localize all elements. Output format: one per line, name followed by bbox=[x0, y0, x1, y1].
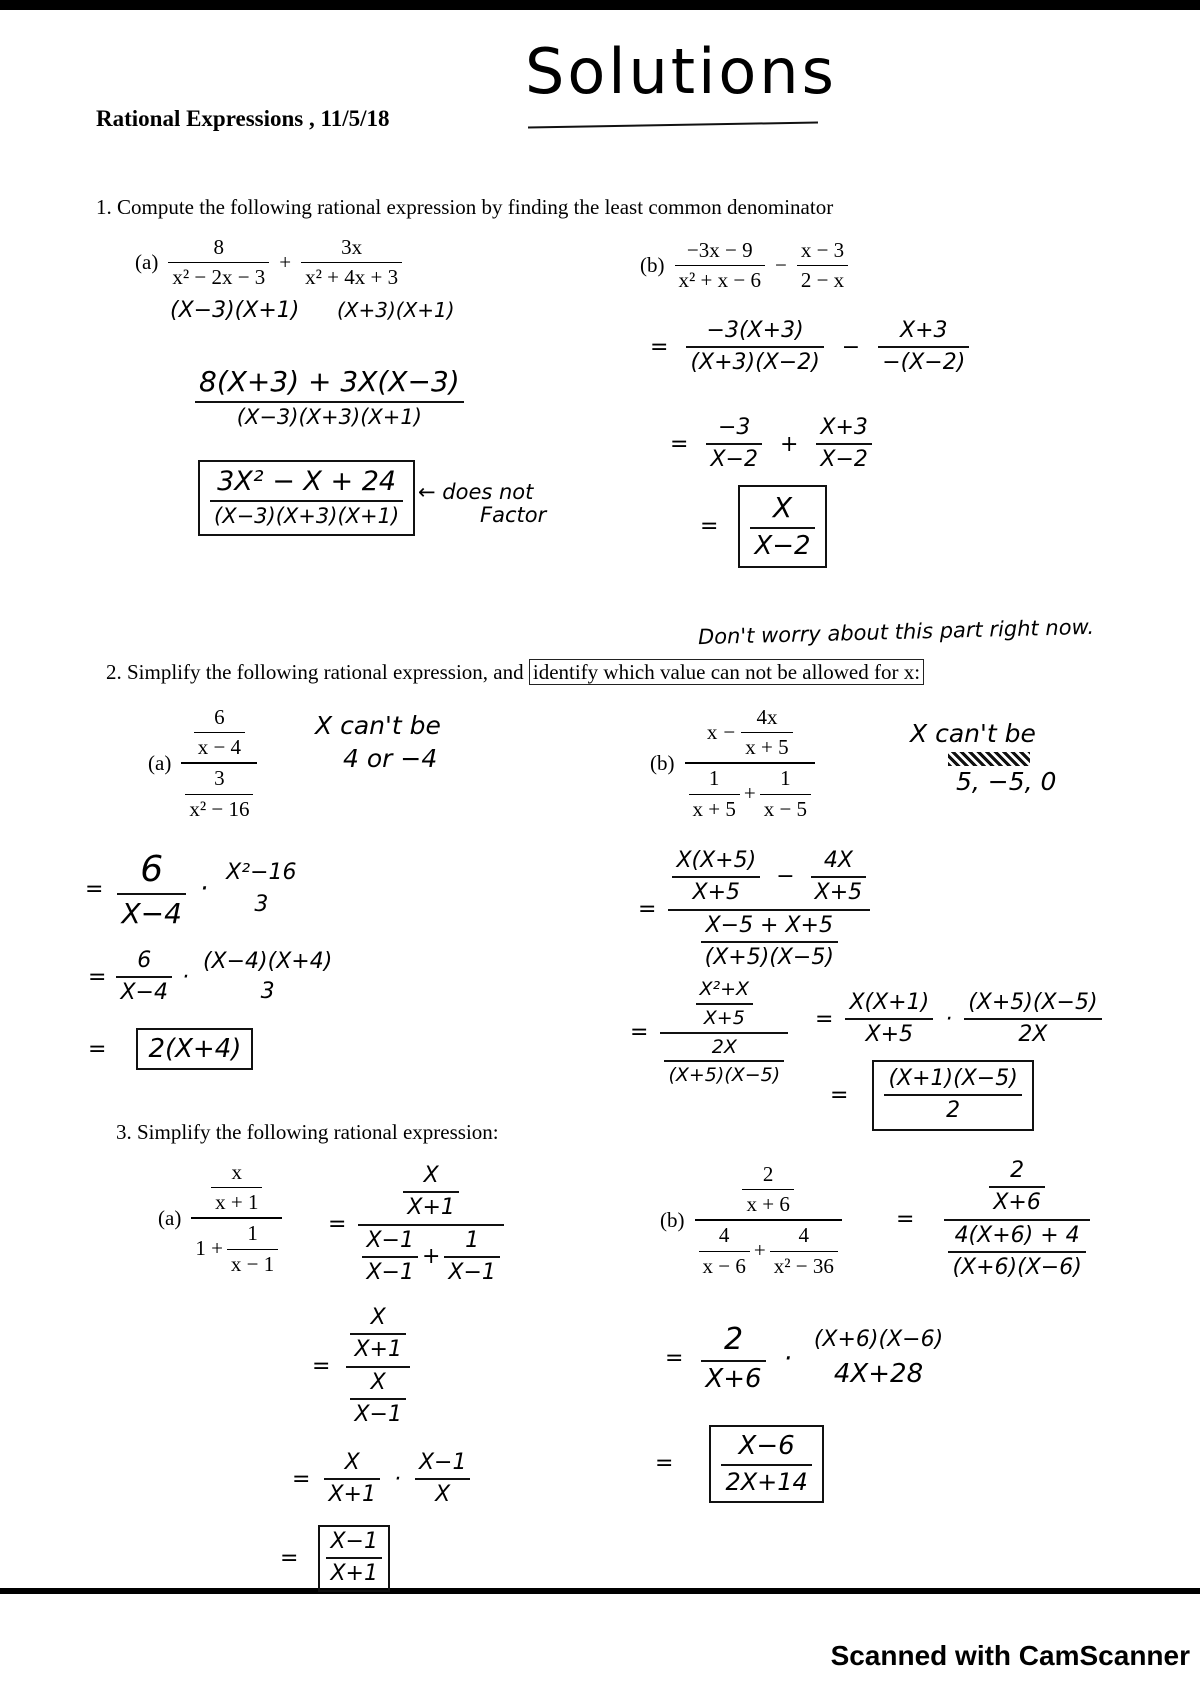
q1a-answer-box: $\frac{\text{3X² − X + 24}}{(X-3)(X+3)(X+1)}$ bbox=[198, 460, 415, 536]
q1b-label: (b) bbox=[640, 253, 665, 278]
q1b-op: − bbox=[774, 253, 787, 278]
q1a-expression bbox=[135, 235, 402, 290]
q1b-step2: = $\frac{-3}{X-2}$ + $\frac{X+3}{X-2}$ bbox=[670, 415, 872, 474]
q2b-answer: = $\frac{(X+1)(X-5)}{2}$ bbox=[830, 1060, 1034, 1131]
q1a-term1: $\frac{8}{\text{x² − 2x − 3}}$ bbox=[168, 235, 269, 290]
q1b-answer: = $\frac{X}{X-2}$ bbox=[700, 485, 827, 568]
q1a-note-line1: ← does not bbox=[418, 480, 534, 504]
q2a-restriction-note: X can't be 4 or −4 bbox=[315, 711, 441, 773]
handwritten-title: Solutions bbox=[525, 35, 837, 108]
q2a-step2: = $\frac{6}{X-4}$ · (X−4)(X+4) 3 bbox=[88, 948, 333, 1006]
q2b-step3: = $\frac{X(X+1)}{X+5}$ · $\frac{(X+5)(X-5)}{2X}$ bbox=[815, 990, 1102, 1049]
q1a-label: (a) bbox=[135, 250, 159, 275]
q1a-factor2: (X+3)(X+1) bbox=[337, 298, 455, 322]
q2-boxed-prompt: identify which value can not be allowed for x: bbox=[529, 659, 924, 685]
q1a-note-line2: Factor bbox=[480, 503, 547, 527]
q2b-restriction-note: X can't be 5, −5, 0 bbox=[910, 719, 1057, 796]
q1a-op: + bbox=[279, 250, 292, 275]
q2b-step2: = $\frac{\frac{\text{X²+X}}{X+5}}{\frac{2X}{(X+5)(X-5)}}$ bbox=[630, 978, 788, 1087]
question-1-prompt: 1. Compute the following rational expression by finding the least common denominator bbox=[96, 195, 834, 219]
q1b-term2: $\frac{x - 3}{2 - x}$ bbox=[797, 238, 848, 293]
q2a-step1: = $\frac{6}{X-4}$ · X²−16 3 bbox=[85, 849, 297, 931]
q3b-step2: = $\frac{2}{X+6}$ · (X+6)(X−6) 4X+28 bbox=[665, 1322, 944, 1394]
question-3-prompt: 3. Simplify the following rational expression: bbox=[116, 1120, 499, 1144]
q2b-expression: (b) x − $\frac{4x}{x + 5}$ $\frac{1}{x + 5}$ + $\frac{1}{x - 5}$ bbox=[650, 705, 815, 822]
q1b-term1: $\frac{-3x - 9}{\text{x² + x − 6}}$ bbox=[675, 238, 765, 293]
q2-handwritten-note: Don't worry about this part right now. bbox=[697, 614, 1095, 650]
q1a-term2: $\frac{3x}{\text{x² + 4x + 3}}$ bbox=[301, 235, 402, 290]
q3a-expression: (a) $\frac{x}{x + 1}$ 1 + $\frac{1}{x - 1}$ bbox=[158, 1160, 282, 1277]
q2a-expression: (a) $\frac{\frac{6}{x - 4}}{\frac{3}{\text{x² − 16}}}$ bbox=[148, 705, 257, 822]
q3b-expression: (b) $\frac{2}{x + 6}$ $\frac{4}{x - 6}$ + $\frac{4}{\text{x² − 36}}$ bbox=[660, 1162, 842, 1279]
q3a-answer: = $\frac{X-1}{X+1}$ bbox=[280, 1525, 390, 1592]
q3a-step3: = $\frac{X}{X+1}$ · $\frac{X-1}{X}$ bbox=[292, 1450, 470, 1509]
q2a-answer: = 2(X+4) bbox=[88, 1028, 253, 1070]
q1b-step1: = $\frac{-3(X+3)}{(X+3)(X-2)}$ − $\frac{X+3}{-(X-2)}$ bbox=[650, 318, 969, 377]
q3a-step2: = $\frac{\frac{X}{X+1}}{\frac{X}{X-1}}$ bbox=[312, 1305, 410, 1429]
bottom-edge-bar bbox=[0, 1588, 1200, 1594]
q2b-scribble bbox=[948, 752, 1030, 766]
q2b-step1: = $\frac{X(X+5)}{X+5}$ − $\frac{4X}{X+5}$ $\frac{X-5 + X+5}{(X+5)(X-5)}$ bbox=[638, 848, 870, 972]
q1a-factor1: (X−3)(X+1) bbox=[170, 298, 300, 323]
title-underline bbox=[528, 121, 818, 128]
top-edge-bar bbox=[0, 0, 1200, 10]
q3a-step1: = $\frac{X}{X+1}$ $\frac{X-1}{X-1}$ + $\frac{1}{X-1}$ bbox=[328, 1163, 504, 1287]
worksheet-title: Rational Expressions , 11/5/18 bbox=[96, 106, 390, 131]
q1b-expression bbox=[640, 238, 848, 293]
q3b-answer: = $\frac{X-6}{2X+14}$ bbox=[655, 1425, 824, 1503]
q3b-step1: = $\frac{\frac{2}{X+6}}{\frac{4(X+6) + 4}{(X+6)(X-6)}}$ bbox=[896, 1158, 1090, 1282]
q1a-step: $\frac{8(X+3) + 3X(X-3)}{(X-3)(X+3)(X+1)}$ bbox=[195, 365, 464, 430]
question-2-prompt: 2. Simplify the following rational expression, and identify which value can not be allowed for x: bbox=[106, 660, 924, 685]
camscanner-watermark: Scanned with CamScanner bbox=[830, 1640, 1190, 1671]
